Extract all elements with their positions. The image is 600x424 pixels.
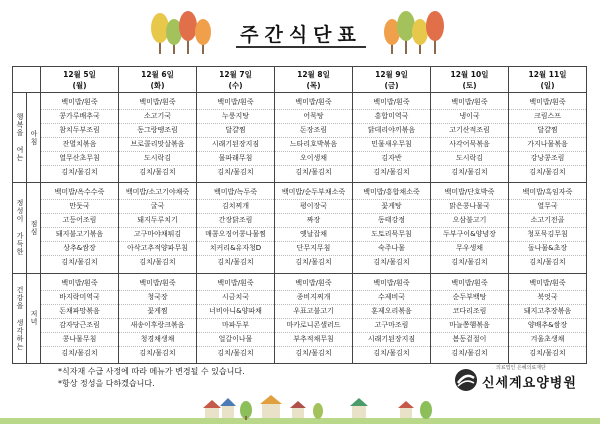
- menu-item: 김치/물김치: [295, 168, 332, 177]
- menu-item: 맑은콩나물국: [431, 200, 508, 214]
- menu-item: 백미밥/흰죽: [353, 96, 430, 110]
- meal-theme: 건강을 생각하는: [13, 273, 27, 363]
- hospital-name: 신세계요양병원: [482, 376, 577, 391]
- menu-item: 닭데리야끼볶음: [353, 124, 430, 138]
- menu-item: 어묵탕: [275, 110, 352, 124]
- menu-item: 단무지무침: [275, 242, 352, 256]
- menu-item: 청포묵김무침: [509, 228, 586, 242]
- menu-item: 백미밥/흰죽: [431, 96, 508, 110]
- menu-item: 너비아니&양파채: [197, 305, 274, 319]
- menu-cell: [119, 183, 197, 273]
- menu-item: 김치/물김치: [139, 348, 176, 357]
- menu-item: 부추적채무침: [275, 333, 352, 347]
- menu-item: 꽃게찜: [119, 305, 196, 319]
- menu-cell: [41, 93, 119, 183]
- menu-item: 백미밥/흰죽: [197, 96, 274, 110]
- date-header: 12월 6일 (화): [119, 67, 197, 93]
- menu-item: 순두부백탕: [431, 291, 508, 305]
- menu-item: 동태강정: [353, 214, 430, 228]
- menu-item: 봄동겉절이: [431, 333, 508, 347]
- meal-label: 점심: [27, 183, 41, 273]
- menu-cell: [509, 93, 587, 183]
- meal-row: [13, 273, 587, 363]
- menu-item: 새송이후랑크볶음: [119, 319, 196, 333]
- note-line: *식자재 수급 사정에 따라 메뉴가 변경될 수 있습니다.: [58, 367, 245, 376]
- menu-item: 평이장국: [275, 200, 352, 214]
- menu-item: 옛날잡채: [275, 228, 352, 242]
- menu-item: 백미밥/흰죽: [509, 96, 586, 110]
- menu-item: 달걀찜: [197, 124, 274, 138]
- menu-cell: [509, 183, 587, 273]
- menu-item: 시래기된장지짐: [197, 138, 274, 152]
- menu-item: 꽃게탕: [353, 200, 430, 214]
- menu-cell: [275, 183, 353, 273]
- menu-item: 소고기국: [119, 110, 196, 124]
- menu-item: 사각어묵볶음: [431, 138, 508, 152]
- menu-item: 종비지찌개: [275, 291, 352, 305]
- menu-item: 김치/물김치: [373, 258, 410, 267]
- menu-item: 김치/물김치: [373, 348, 410, 357]
- menu-item: 코다리조림: [431, 305, 508, 319]
- menu-item: 백미밥/흰죽: [275, 96, 352, 110]
- menu-item: 누룽지탕: [197, 110, 274, 124]
- menu-item: 김치/물김치: [295, 258, 332, 267]
- menu-item: 상추&쌈장: [41, 242, 118, 256]
- menu-item: 김치찌개: [197, 200, 274, 214]
- menu-item: 김치/물김치: [295, 348, 332, 357]
- menu-item: 김자반: [353, 152, 430, 166]
- meal-label: 저녁: [27, 273, 41, 363]
- menu-item: 김치/물김치: [451, 258, 488, 267]
- corner-cell: [13, 67, 41, 93]
- menu-item: 겨울초생채: [509, 333, 586, 347]
- menu-item: 백미밥/흰죽: [197, 277, 274, 291]
- menu-item: 김치/물김치: [217, 348, 254, 357]
- menu-item: 크림스프: [509, 110, 586, 124]
- menu-item: 양배추&쌈장: [509, 319, 586, 333]
- menu-item: 잔멸치볶음: [41, 138, 118, 152]
- menu-item: 김치/물김치: [529, 258, 566, 267]
- menu-item: 김치/물김치: [217, 168, 254, 177]
- menu-item: 시래기된장지짐: [353, 333, 430, 347]
- menu-cell: [431, 273, 509, 363]
- trees-left-icon: [150, 8, 220, 58]
- menu-item: 마파두부: [197, 319, 274, 333]
- menu-item: 백미밥/흥합채소죽: [353, 186, 430, 200]
- meal-row: [13, 93, 587, 183]
- menu-item: 백미밥/흰죽: [41, 277, 118, 291]
- menu-item: 돈채파망볶음: [41, 305, 118, 319]
- menu-item: 소고기전골: [509, 214, 586, 228]
- menu-cell: [197, 183, 275, 273]
- menu-item: 돼지두루치기: [119, 214, 196, 228]
- menu-item: 오삼불고기: [431, 214, 508, 228]
- menu-item: 고기산적조림: [431, 124, 508, 138]
- menu-item: 바지락미역국: [41, 291, 118, 305]
- page-title: 주간식단표: [240, 24, 362, 46]
- trees-right-icon: [382, 8, 452, 58]
- menu-item: 콩가루배추국: [41, 110, 118, 124]
- menu-item: 민물새우무침: [353, 138, 430, 152]
- menu-item: 짜장: [275, 214, 352, 228]
- menu-item: 김치/물김치: [529, 348, 566, 357]
- menu-item: 북엇국: [509, 291, 586, 305]
- menu-item: 오이생채: [275, 152, 352, 166]
- menu-item: 백미밥/옥수수죽: [41, 186, 118, 200]
- menu-cell: [197, 93, 275, 183]
- menu-item: 아삭고추적양파무침: [119, 242, 196, 256]
- menu-cell: [275, 273, 353, 363]
- menu-item: 백미밥/흑임자죽: [509, 186, 586, 200]
- menu-item: 백미밥/흰죽: [431, 277, 508, 291]
- menu-cell: [41, 183, 119, 273]
- menu-item: 도시락김: [119, 152, 196, 166]
- menu-item: 느타리호박볶음: [275, 138, 352, 152]
- menu-item: 매콤오징어콩나물찜: [197, 228, 274, 242]
- menu-item: 백미밥/녹두죽: [197, 186, 274, 200]
- meal-row: [13, 183, 587, 273]
- menu-cell: [353, 183, 431, 273]
- menu-item: 김치/물김치: [451, 168, 488, 177]
- menu-item: 김치/물김치: [139, 168, 176, 177]
- menu-item: 브로콜리맛살볶음: [119, 138, 196, 152]
- menu-item: 도시락김: [431, 152, 508, 166]
- title-underline: [236, 46, 366, 48]
- note-line: *항상 정성을 다하겠습니다.: [58, 379, 155, 388]
- menu-item: 김치/물김치: [139, 258, 176, 267]
- menu-item: 흥합미역국: [353, 110, 430, 124]
- menu-item: 콩나물무침: [41, 333, 118, 347]
- menu-item: 숙주나물: [353, 242, 430, 256]
- menu-item: 백미밥/흰죽: [353, 277, 430, 291]
- menu-cell: [119, 93, 197, 183]
- menu-item: 얼갈이나물: [197, 333, 274, 347]
- menu-item: 김치/물김치: [61, 168, 98, 177]
- menu-item: 만둣국: [41, 200, 118, 214]
- date-header-row: [13, 67, 587, 93]
- date-header: 12월 11일 (일): [509, 67, 587, 93]
- menu-item: 열무국: [509, 200, 586, 214]
- header: [0, 0, 600, 66]
- menu-item: 두부구이&양념장: [431, 228, 508, 242]
- menu-item: 돼지불고기볶음: [41, 228, 118, 242]
- date-header: 12월 10일 (토): [431, 67, 509, 93]
- menu-item: 청국장: [119, 291, 196, 305]
- menu-item: 김치/물김치: [529, 168, 566, 177]
- menu-item: 김치/물김치: [451, 348, 488, 357]
- meal-theme: 정성이 가득한: [13, 183, 27, 273]
- menu-item: 백미밥/단호박죽: [431, 186, 508, 200]
- menu-item: 고구마조림: [353, 319, 430, 333]
- menu-item: 우표고불고기: [275, 305, 352, 319]
- menu-cell: [431, 93, 509, 183]
- menu-item: 청경채생채: [119, 333, 196, 347]
- menu-item: 김치/물김치: [217, 258, 254, 267]
- menu-item: 무우생채: [431, 242, 508, 256]
- meal-label: 아침: [27, 93, 41, 183]
- menu-item: 가지나물볶음: [509, 138, 586, 152]
- date-header: 12월 7일 (수): [197, 67, 275, 93]
- menu-item: 참치두부조림: [41, 124, 118, 138]
- menu-item: 치커리&유자청D: [197, 242, 274, 256]
- village-houses-icon: [0, 390, 600, 424]
- menu-item: 김치/물김치: [61, 348, 98, 357]
- menu-cell: [353, 273, 431, 363]
- menu-item: 백미밥/흰죽: [41, 96, 118, 110]
- menu-cell: [509, 273, 587, 363]
- menu-cell: [431, 183, 509, 273]
- menu-item: 수제비국: [353, 291, 430, 305]
- menu-item: 백미밥/순두부채소죽: [275, 186, 352, 200]
- menu-item: 감자당근조림: [41, 319, 118, 333]
- menu-item: 돌나물&초장: [509, 242, 586, 256]
- menu-item: 김치/물김치: [373, 168, 410, 177]
- menu-item: 간장닭조림: [197, 214, 274, 228]
- notes: [58, 366, 245, 390]
- menu-item: 고구마야채튀김: [119, 228, 196, 242]
- weekly-menu-table: [12, 66, 587, 364]
- menu-item: 강낭콩조림: [509, 152, 586, 166]
- menu-item: 동그랑땡조림: [119, 124, 196, 138]
- menu-item: 열무산초무침: [41, 152, 118, 166]
- menu-item: 물파래무침: [197, 152, 274, 166]
- menu-item: 굴국: [119, 200, 196, 214]
- menu-cell: [41, 273, 119, 363]
- menu-item: 달걀찜: [509, 124, 586, 138]
- date-header: 12월 9일 (금): [353, 67, 431, 93]
- menu-item: 김치/물김치: [61, 258, 98, 267]
- menu-item: 훈제오리볶음: [353, 305, 430, 319]
- menu-cell: [197, 273, 275, 363]
- menu-item: 냉이국: [431, 110, 508, 124]
- menu-item: 고등어조림: [41, 214, 118, 228]
- menu-cell: [119, 273, 197, 363]
- menu-cell: [275, 93, 353, 183]
- menu-item: 시금치국: [197, 291, 274, 305]
- menu-item: 돈장조림: [275, 124, 352, 138]
- menu-cell: [353, 93, 431, 183]
- menu-item: 백미밥/소고기야채죽: [119, 186, 196, 200]
- date-header: 12월 8일 (목): [275, 67, 353, 93]
- meal-theme: 행복을 여는: [13, 93, 27, 183]
- logo-subtitle: 의료법인 은혜의료재단: [496, 365, 546, 371]
- menu-item: 백미밥/흰죽: [119, 96, 196, 110]
- date-header: 12월 5일 (월): [41, 67, 119, 93]
- menu-item: 도토리묵무침: [353, 228, 430, 242]
- menu-item: 백미밥/흰죽: [119, 277, 196, 291]
- menu-item: 백미밥/흰죽: [509, 277, 586, 291]
- menu-item: 마늘쫑햄볶음: [431, 319, 508, 333]
- menu-item: 돼지고추장볶음: [509, 305, 586, 319]
- menu-item: 백미밥/흰죽: [275, 277, 352, 291]
- menu-item: 마카로니콘샐러드: [275, 319, 352, 333]
